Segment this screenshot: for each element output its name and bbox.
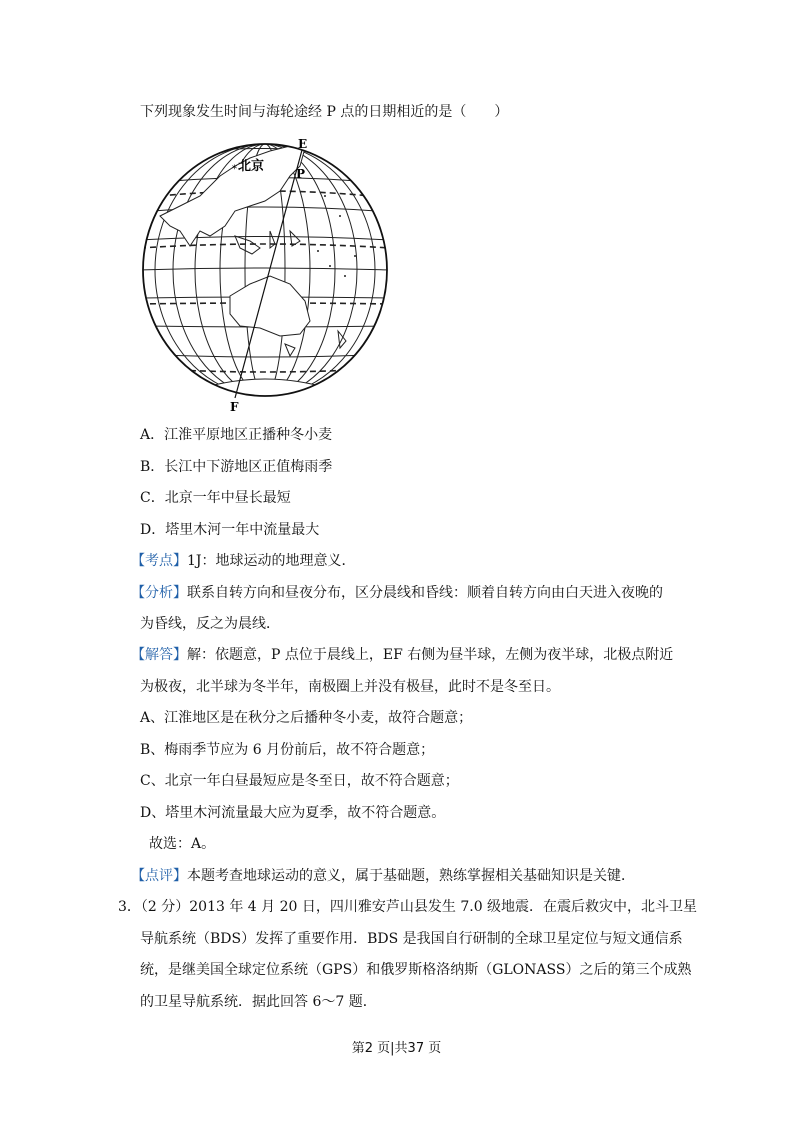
jieda-line2: 为极夜，北半球为冬半年，南极圈上并没有极昼，此时不是冬至日。 <box>140 679 560 695</box>
option-a <box>140 425 332 445</box>
globe-figure <box>140 136 400 412</box>
option-b-text: 长江中下游地区正值梅雨季 <box>164 459 333 475</box>
kaodian-text: 1J：地球运动的地理意义． <box>187 553 356 569</box>
fenxi-line1: 联系自转方向和昼夜分布，区分晨线和昏线：顺着自转方向由白天进入夜晚的 <box>187 585 663 601</box>
q3-line3: 统，是继美国全球定位系统（GPS）和俄罗斯格洛纳斯（GLONASS）之后的第三个成熟 <box>140 962 692 978</box>
q3-text1: （2 分）2013 年 4 月 20 日，四川雅安芦山县发生 7.0 级地震．在震后救灾中，北斗卫星 <box>140 899 698 915</box>
option-d-text: 塔里木河一年中流量最大 <box>165 522 320 538</box>
question-intro: 下列现象发生时间与海轮途经 P 点的日期相近的是（ ） <box>140 104 509 120</box>
jieda-a: A、江淮地区是在秋分之后播种冬小麦，故符合题意； <box>140 710 473 726</box>
option-a-text: 江淮平原地区正播种冬小麦 <box>164 427 333 443</box>
page-footer: 第2 页|共37 页 <box>351 1041 442 1056</box>
jieda-choice: 故选：A。 <box>149 836 216 852</box>
option-b <box>140 457 332 477</box>
jieda <box>131 645 673 665</box>
q3-line2: 导航系统（BDS）发挥了重要作用．BDS 是我国自行研制的全球卫星定位与短文通信系 <box>140 931 683 947</box>
jieda-c: C、北京一年白昼最短应是冬至日，故不符合题意； <box>140 773 459 789</box>
jieda-b: B、梅雨季节应为 6 月份前后，故不符合题意； <box>140 742 435 758</box>
dianping-text: 本题考查地球运动的意义，属于基础题，熟练掌握相关基础知识是关键． <box>187 868 635 884</box>
label-beijing: 北京 <box>238 159 265 174</box>
jieda-tag: 【解答】 <box>131 647 187 663</box>
label-f: F <box>230 400 239 412</box>
option-d <box>140 520 319 540</box>
jieda-d: D、塔里木河流量最大应为夏季，故不符合题意。 <box>140 805 446 821</box>
option-d-letter: D． <box>140 522 166 538</box>
option-a-letter: A． <box>140 427 165 443</box>
fenxi-line2: 为昏线，反之为晨线． <box>140 616 280 632</box>
option-c-text: 北京一年中昼长最短 <box>164 490 291 506</box>
q3-line4: 的卫星导航系统．据此回答 6～7 题． <box>140 994 377 1010</box>
option-c <box>140 488 291 508</box>
dianping <box>131 866 635 886</box>
option-b-letter: B． <box>140 459 165 475</box>
kaodian-tag: 【考点】 <box>131 553 187 569</box>
globe-map <box>140 136 400 412</box>
beijing-star-icon: * <box>232 164 237 175</box>
dianping-tag: 【点评】 <box>131 868 187 884</box>
fenxi <box>131 583 663 603</box>
jieda-line1: 解：依题意，P 点位于晨线上，EF 右侧为昼半球，左侧为夜半球，北极点附近 <box>187 647 674 663</box>
q3-number: 3． <box>118 899 141 915</box>
kaodian <box>131 551 356 571</box>
label-p: P <box>296 167 306 181</box>
fenxi-tag: 【分析】 <box>131 585 187 601</box>
q3-line1 <box>118 897 697 917</box>
option-c-letter: C． <box>140 490 165 506</box>
label-e: E <box>298 137 308 151</box>
